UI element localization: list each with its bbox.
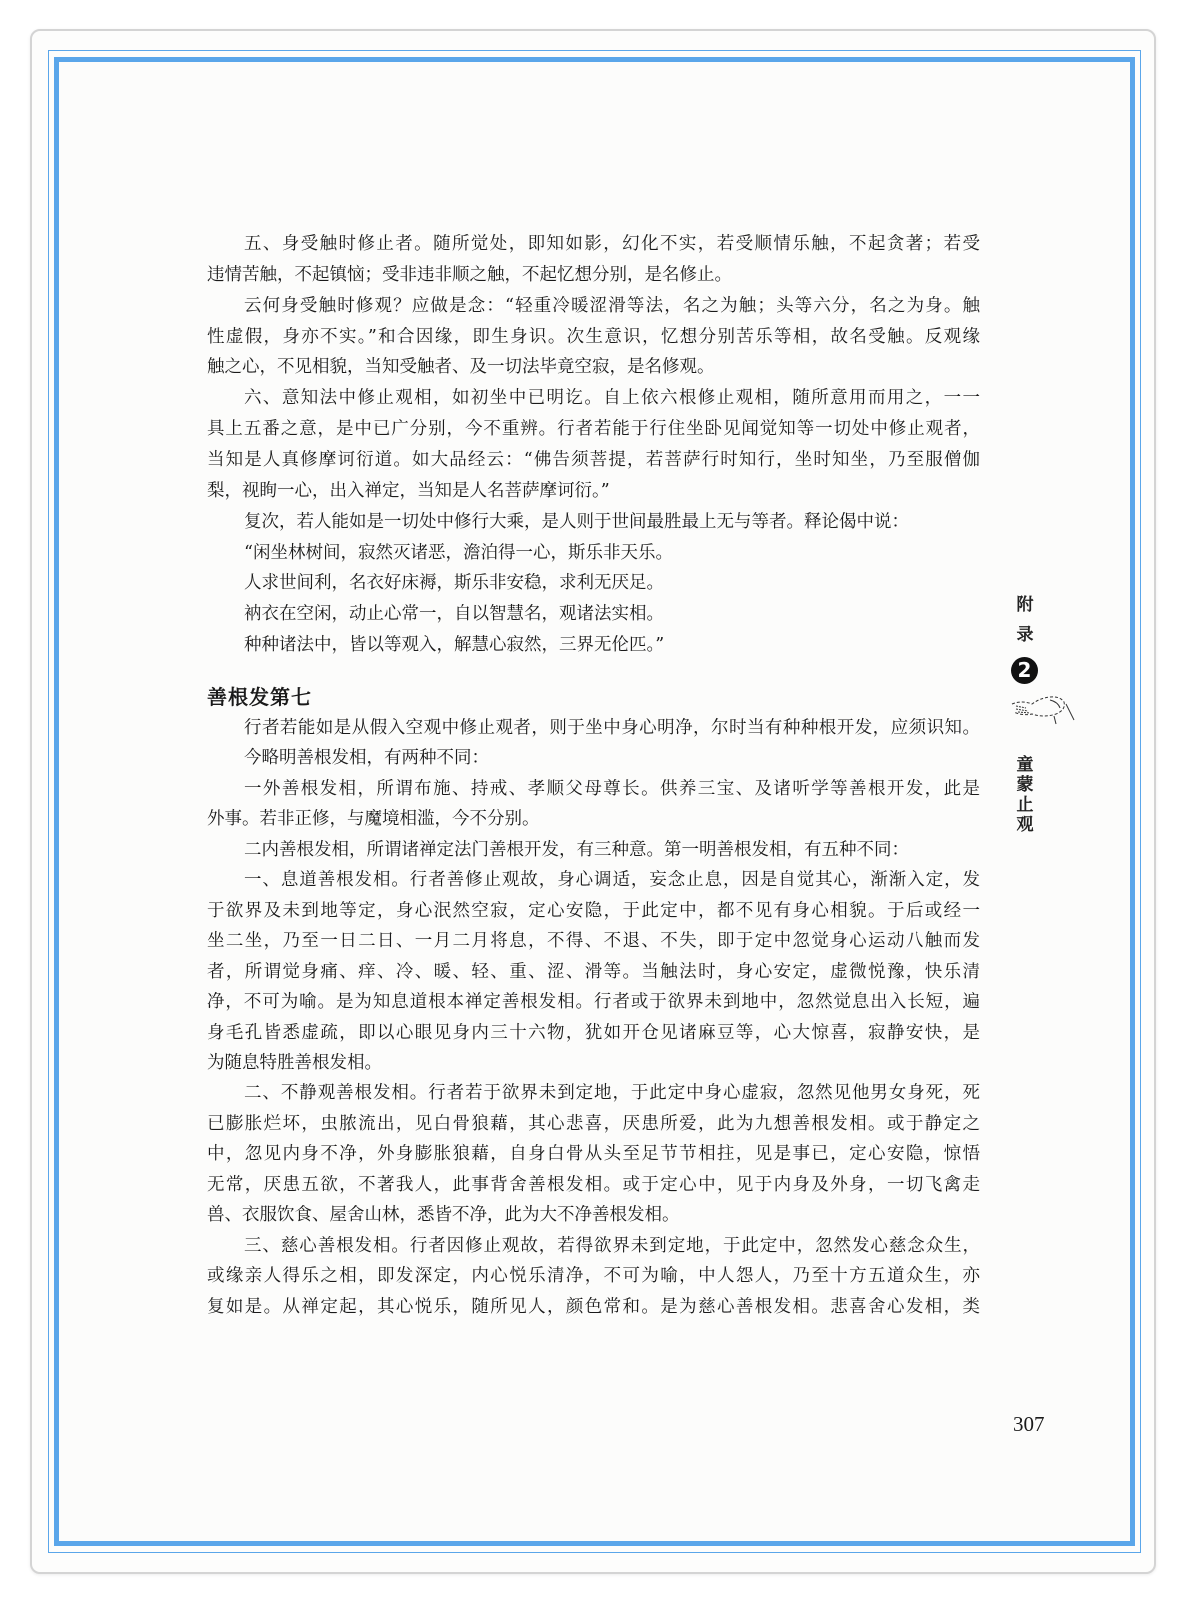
text-line: 为随息特胜善根发相。 [207, 1052, 382, 1073]
text-line: 一外善根发相，所谓布施、持戒、孝顺父母尊长。供养三宝、及诸听学等善根开发，此是 [244, 778, 980, 799]
text-line: 梨，视眴一心，出入禅定，当知是人名菩萨摩诃衍。” [207, 480, 610, 501]
page-number: 307 [1013, 1412, 1045, 1436]
text-line: 当知是人真修摩诃衍道。如大品经云：“佛告须菩提，若菩萨行时知行，坐时知坐，乃至服僧伽 [207, 449, 980, 470]
text-line: 三、慈心善根发相。行者因修止观故，若得欲界未到定地，于此定中，忽然发心慈念众生， [244, 1235, 980, 1256]
text-line: 云何身受触时修观？应做是念：“轻重冷暖涩滑等法，名之为触；头等六分，名之为身。触 [244, 295, 980, 316]
text-line: 者，所谓觉身痛、痒、冷、暖、轻、重、涩、滑等。当触法时，身心安定，虚微悦豫，快乐清 [207, 961, 980, 982]
text-line: 衲衣在空闲，动止心常一，自以智慧名，观诸法实相。 [244, 604, 664, 625]
text-line: 外事。若非正修，与魔境相滥，今不分别。 [207, 809, 540, 830]
text-line: 二内善根发相，所谓诸禅定法门善根开发，有三种意。第一明善根发相，有五种不同： [244, 839, 909, 860]
text-line: 六、意知法中修止观相，如初坐中已明讫。自上依六根修止观相，随所意用而用之，一一 [244, 388, 980, 409]
text-line: 复次，若人能如是一切处中修行大乘，是人则于世间最胜最上无与等者。释论偈中说： [244, 511, 909, 532]
text-line: 触之心，不见相貌，当知受触者、及一切法毕竟空寂，是名修观。 [207, 357, 715, 378]
text-line: 兽、衣服饮食、屋舍山林，悉皆不净，此为大不净善根发相。 [207, 1205, 680, 1226]
section-heading: 善根发第七 [207, 685, 312, 709]
text-line: 无常，厌患五欲，不著我人，此事背舍善根发相。或于定心中，见于内身及外身，一切飞禽走 [207, 1174, 980, 1195]
text-line: 净，不可为喻。是为知息道根本禅定善根发相。行者或于欲界未到地中，忽然觉息出入长短，遍 [207, 992, 980, 1013]
text-line: 五、身受触时修止者。随所觉处，即知如影，幻化不实，若受顺情乐触，不起贪著；若受 [244, 234, 980, 254]
text-line: 种种诸法中，皆以等观入，解慧心寂然，三界无伦匹。” [244, 635, 665, 656]
text-line: 二、不静观善根发相。行者若于欲界未到定地，于此定中身心虚寂，忽然见他男女身死，死 [244, 1083, 980, 1104]
text-line: 中，忽见内身不净，外身膨胀狼藉，自身白骨从头至足节节相拄，见是事已，定心安隐，惊悟 [207, 1144, 980, 1165]
text-line: 今略明善根发相，有两种不同： [244, 748, 489, 769]
text-line: 于欲界及未到地等定，身心泯然空寂，定心安隐，于此定中，都不见有身心相貌。于后或经一 [207, 900, 980, 921]
lotus-hand-icon [1010, 690, 1080, 728]
side-tab-char: 童 [1016, 755, 1034, 775]
side-tab-char: 录 [1016, 625, 1034, 645]
side-tab-char: 附 [1016, 595, 1034, 615]
text-line: 已膨胀烂坏，虫脓流出，见白骨狼藉，其心悲喜，厌患所爱，此为九想善根发相。或于静定之 [207, 1113, 980, 1134]
text-line: 复如是。从禅定起，其心悦乐，随所见人，颜色常和。是为慈心善根发相。悲喜舍心发相，类 [207, 1296, 980, 1317]
text-line: 或缘亲人得乐之相，即发深定，内心悦乐清净，不可为喻，中人怨人，乃至十方五道众生，亦 [207, 1266, 980, 1287]
text-line: 行者若能如是从假入空观中修止观者，则于坐中身心明净，尔时当有种种根开发，应须识知。 [244, 718, 980, 738]
chapter-number-badge: 2 [1011, 657, 1038, 684]
text-line: 违情苦触，不起镇恼；受非违非顺之触，不起忆想分别，是名修止。 [207, 264, 732, 285]
side-tab-char: 观 [1016, 815, 1034, 835]
text-line: 身毛孔皆悉虚疏，即以心眼见身内三十六物，犹如开仓见诸麻豆等，心大惊喜，寂静安快，是 [207, 1022, 980, 1043]
side-tab-char: 蒙 [1016, 775, 1034, 795]
text-line: 性虚假，身亦不实。”和合因缘，即生身识。次生意识，忆想分别苦乐等相，故名受触。反观缘 [207, 326, 980, 347]
text-line: 一、息道善根发相。行者善修止观故，身心调适，妄念止息，因是自觉其心，渐渐入定，发 [244, 870, 980, 891]
side-tab-char: 止 [1016, 795, 1034, 815]
text-line: “闲坐林树间，寂然灭诸恶，澹泊得一心，斯乐非天乐。 [244, 542, 673, 563]
text-line: 坐二坐，乃至一日二日、一月二月将息，不得、不退、不失，即于定中忽觉身心运动八触而发 [207, 931, 980, 952]
text-line: 具上五番之意，是中已广分别，今不重辨。行者若能于行住坐卧见闻觉知等一切处中修止观者， [207, 419, 980, 440]
text-line: 人求世间利，名衣好床褥，斯乐非安稳，求利无厌足。 [244, 573, 664, 594]
